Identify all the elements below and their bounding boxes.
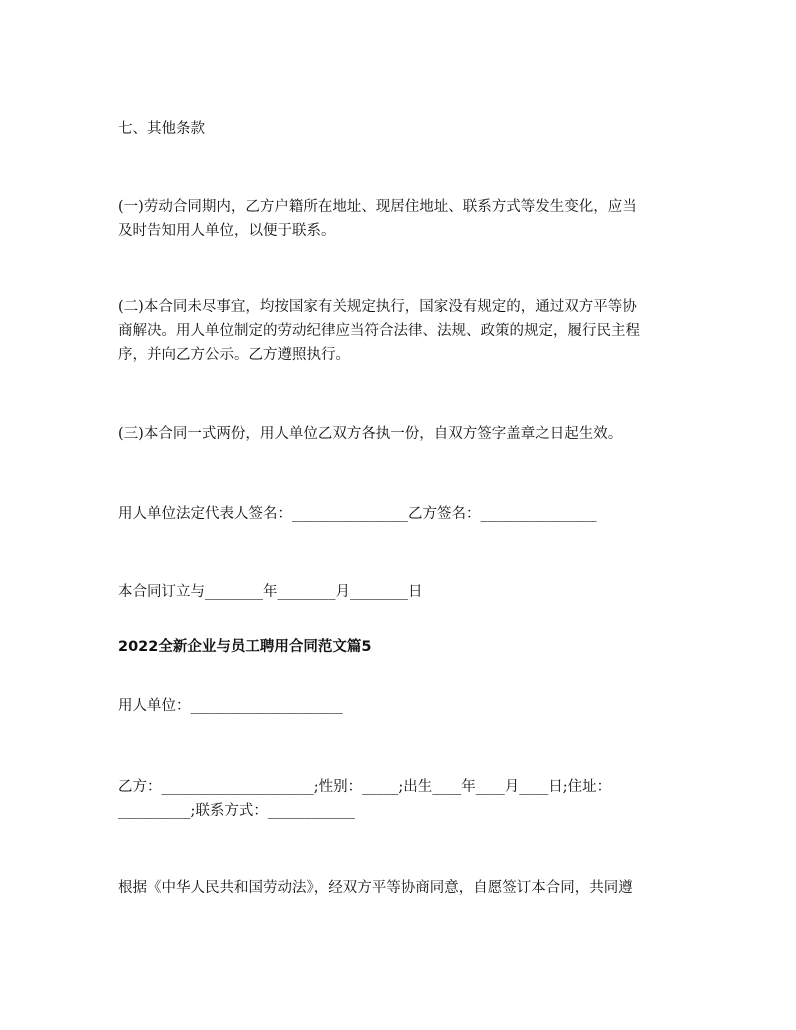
article-heading [118, 635, 688, 659]
section-title [118, 117, 688, 141]
clause-1 [118, 195, 688, 243]
clause-1-line-2: 及时告知用人单位，以便于联系。 [118, 223, 336, 239]
date-block [118, 580, 688, 604]
date-line: 本合同订立与________年________月________日 [118, 584, 423, 600]
clause-2-line-3: 序，并向乙方公示。乙方遵照执行。 [118, 347, 350, 363]
basis-block [118, 876, 688, 900]
basis-line: 根据《中华人民共和国劳动法》，经双方平等协商同意，自愿签订本合同，共同遵 [118, 880, 633, 896]
clause-2-line-2: 商解决。用人单位制定的劳动纪律应当符合法律、法规、政策的规定，履行民主程 [118, 323, 640, 339]
clause-1-line-1: (一)劳动合同期内，乙方户籍所在地址、现居住地址、联系方式等发生变化，应当 [118, 199, 637, 215]
clause-3 [118, 422, 688, 446]
signature-block [118, 502, 688, 526]
party-b-line-1: 乙方：_____________________;性别：_____;出生____年____月____日;住址： [118, 779, 612, 795]
party-b-line-2: __________;联系方式：____________ [118, 803, 355, 819]
clause-3-text: (三)本合同一式两份，用人单位乙双方各执一份，自双方签字盖章之日起生效。 [118, 426, 623, 442]
section-title-text: 七、其他条款 [118, 121, 205, 137]
article-heading-text: 2022全新企业与员工聘用合同范文篇5 [118, 639, 372, 655]
employer-line: 用人单位：_____________________ [118, 698, 343, 714]
party-b-block [118, 775, 688, 823]
clause-2-line-1: (二)本合同未尽事宜，均按国家有关规定执行，国家没有规定的，通过双方平等协 [118, 299, 637, 315]
employer-block [118, 694, 688, 718]
signature-line: 用人单位法定代表人签名：________________乙方签名：________________ [118, 506, 597, 522]
clause-2 [118, 295, 688, 367]
